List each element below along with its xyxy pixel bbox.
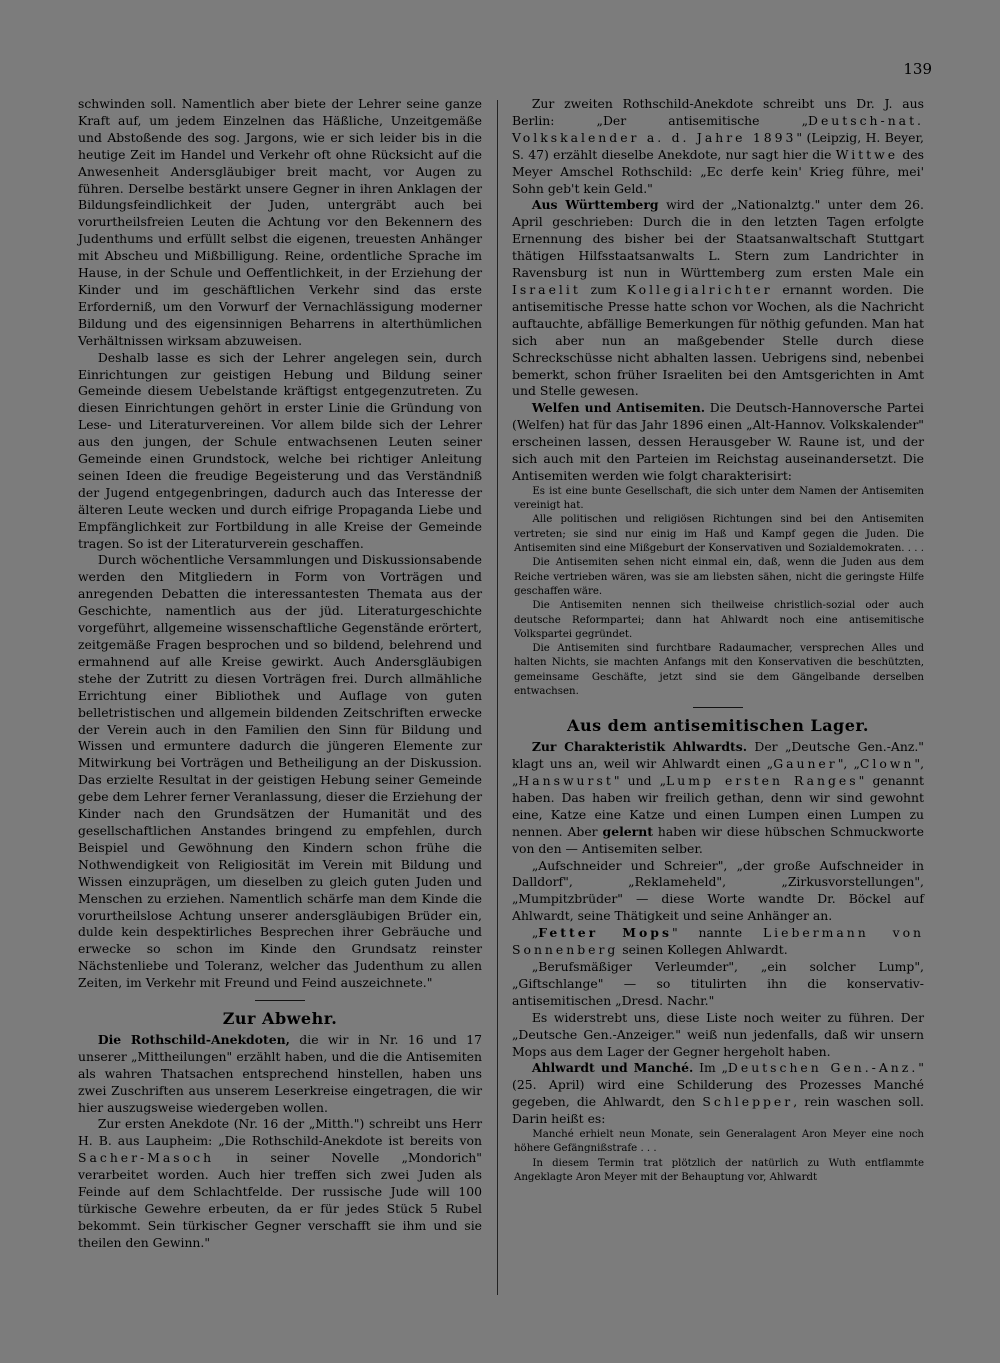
quote-paragraph: Die Antisemiten nennen sich theilweise christlich-sozial oder auch deutsche Reformpartei; dann hat Ahlwardt noch eine antisemitische Volkspartei gegründet. — [514, 600, 924, 640]
paragraph: Zur zweiten Rothschild-Anekdote schreibt uns Dr. J. aus Berlin: „Der antisemitische „Deutsch-nat. Volkskalender a. d. Jahre 1893" (Leipzig, H. Beyer, S. 47) erzählt dieselbe Anekdote, nur sagt hier die Wittwe des Meyer Amschel Rothschild: „Ec derfe kein' Krieg führe, mei' Sohn geb't kein Geld." — [512, 96, 924, 196]
section-heading: Aus dem antisemitischen Lager. — [567, 716, 869, 736]
run-in-heading: Welfen und Antisemiten. — [531, 400, 706, 416]
paragraph: Zur Charakteristik Ahlwardts. Der „Deutsche Gen.-Anz." klagt uns an, weil wir Ahlwardt einen „Gauner", „Clown", „Hanswurst" und „Lump ersten Ranges" genannt haben. Das haben wir freilich gethan, denn wir sind gewohnt eine, Katze eine Katze und einen Lumpen einen Lumpen zu nennen. Aber gelernt haben wir diese hübschen Schmuckworte von den — Antisemiten selber. — [512, 739, 925, 856]
paragraph: schwinden soll. Namentlich aber biete der Lehrer seine ganze Kraft auf, um jedem Einzelnen das Häßliche, Unzeitgemäße und Abstoßende des sog. Jargons, wie er sich leider bis in die heutige Zeit im Handel und Verkehr oft ohne Rücksicht auf die Anwesenheit Andersgläubiger breit macht, vor Augen zu führen. Derselbe bestärkt unsere Gegner in ihren Anklagen der Bildungsfeindlichkeit der Juden, untergräbt auch bei vorurtheilsfreien Leuten die Achtung vor den Bekennern des Judenthums und erfüllt selbst die eigenen, treuesten Anhänger mit Abscheu und Mißbilligung. Reine, ordentliche Sprache im Hause, in der Schule und Oeffentlichkeit, in der Erziehung der Kinder und im geschäftlichen Verkehr sind das erste Erforderniß, um den Vorwurf der Vernachlässigung moderner Bildung und des eigensinnigen Beharrens in alterthümlichen Verhältnissen wirksam abzuweisen. — [78, 96, 482, 348]
page-number: 139 — [903, 60, 932, 78]
paragraph: Zur ersten Anekdote (Nr. 16 der „Mitth.") schreibt uns Herr H. B. aus Laupheim: „Die Rothschild-Anekdote ist bereits von Sacher-Masoch in seiner Novelle „Mondorich" verarbeitet worden. Auch hier treffen sich zwei Juden als Feinde auf dem Schlachtfelde. Der russische Jude will 100 türkische Gewehre erbeuten, da er für jedes Stück 5 Rubel bekommt. Sein türkischer Gegner verschafft sie ihm und sie theilen den Gewinn." — [78, 1116, 482, 1250]
column-divider — [497, 100, 498, 1295]
paragraph: Durch wöchentliche Versammlungen und Diskussionsabende werden den Mitgliedern in Form von Vorträgen und anregenden Debatten die interessantesten Themata aus der Geschichte, namentlich aus der jüd. Literaturgeschichte vorgeführt, allgemeine wissenschaftliche Gegenstände erörtert, zeitgemäße Fragen besprochen und so bildend, belehrend und ermahnend auf alle Kreise gewirkt. Auch Andersgläubigen stehe der Zutritt zu diesen Vorträgen frei. Durch allmähliche Errichtung einer Bibliothek und Auflage von guten belletristischen und allgemein bildenden Zeitschriften erwecke der Verein auch in den Familien den Sinn für Bildung und Wissen und ermuntere dadurch die jüngeren Elemente zur Mitwirkung bei Vorträgen und Betheiligung an der Diskussion. Das erzielte Resultat in der geistigen Hebung seiner Gemeinde gebe dem Lehrer ferner Veranlassung, dieser die Erziehung der Kinder nach den Grundsätzen der Humanität und des gesellschaftlichen Anstandes bringend zu empfehlen, durch Beispiel und Gewöhnung den Kindern schon frühe die Nothwendigkeit von Religiosität im Verein mit Bildung und Wissen einzuprägen, um dieselben zu gleich guten Juden und Menschen zu erziehen. Namentlich schärfe man dem Kinde die vorurtheilslose Achtung unserer andersgläubigen Brüder ein, dulde kein despektirliches Besprechen ihrer Gebräuche und erwecke so schon im Kinde den Grundsatz reinster Nächstenliebe und Toleranz, welcher das Judenthum zu allen Zeiten, im Verkehr mit Freund und Feind auszeichnete." — [78, 552, 482, 991]
run-in-heading: Die Rothschild-Anekdoten, — [97, 1031, 290, 1047]
quote-paragraph: Manché erhielt neun Monate, sein Generalagent Aron Meyer eine noch höhere Gefängnißstrafe . . . — [514, 1129, 924, 1155]
paragraph: „Berufsmäßiger Verleumder", „ein solcher Lump", „Giftschlange" — so titulirten ihn die konservativ-antisemitischen „Dresd. Nachr." — [512, 958, 924, 1008]
block-quote — [514, 1128, 924, 1185]
paragraph: Deshalb lasse es sich der Lehrer angelegen sein, durch Einrichtungen zur geistigen Hebung und Bildung seiner Gemeinde diesem Uebelstande kräftigst entgegenzutreten. Zu diesen Einrichtungen gehört in erster Linie die Gründung von Lese- und Literaturvereinen. Vor allem bilde sich der Lehrer aus den jungen, der Schule entwachsenen Leuten seiner Gemeinde einen Grundstock, welche bei richtiger Anleitung seinen Ideen die freudige Begeisterung und das Verständniß der Jugend entgegenbringen, dadurch auch das Interesse der älteren Leute wecken und durch eifrige Propaganda Liebe und Empfänglichkeit zur Fortbildung in alle Kreise der Gemeinde tragen. So ist der Literaturverein geschaffen. — [78, 349, 482, 551]
block-quote — [514, 485, 924, 699]
spaced-word: Wittwe — [835, 146, 899, 162]
paragraph: Die Rothschild-Anekdoten, die wir in Nr. 16 und 17 unserer „Mittheilungen" erzählt haben, und die die Antisemiten als wahren Thatsachen entsprechend hinstellen, haben uns zwei Zuschriften aus unserem Leserkreise eingetragen, die wir hier auszugsweise wiedergeben wollen. — [78, 1031, 483, 1115]
quote-paragraph: Die Antisemiten sind furchtbare Radaumacher, versprechen Alles und halten Nichts, sie machten Anfangs mit den Konservativen die beschützten, gemeinsame Geschäfte, jetzt sind sie dem Gängelbande derselben entwachsen. — [514, 643, 924, 697]
left-column — [78, 96, 482, 1252]
section-heading: Zur Abwehr. — [222, 1009, 338, 1029]
paragraph: „Fetter Mops" nannte Liebermann von Sonnenberg seinen Kollegen Ahlwardt. — [512, 925, 925, 958]
spaced-name: Sacher-Masoch — [78, 1150, 215, 1166]
spaced-title: Deutsch-nat. Volkskalender a. d. Jahre 1893 — [512, 112, 924, 145]
run-in-heading: Aus Württemberg — [531, 197, 659, 213]
section-separator — [255, 1000, 305, 1001]
quote-paragraph: Alle politischen und religiösen Richtungen sind bei den Antisemiten vertreten; sie sind nur einig im Haß und Kampf gegen die Juden. Die Antisemiten sind eine Mißgeburt der Konservativen und Sozialdemokraten. . . . — [514, 514, 924, 555]
quote-paragraph: Die Antisemiten sehen nicht einmal ein, daß, wenn die Juden aus dem Reiche vertrieben wären, was sie am liebsten sähen, nicht die geringste Hilfe geschaffen wäre. — [514, 557, 924, 597]
section-separator — [693, 707, 743, 708]
quote-paragraph: Es ist eine bunte Gesellschaft, die sich unter dem Namen der Antisemiten vereinigt hat. — [514, 485, 924, 512]
run-in-heading: Zur Charakteristik Ahlwardts. — [531, 739, 748, 755]
run-in-heading: Ahlwardt und Manché. — [531, 1060, 694, 1076]
paragraph: Aus Württemberg wird der „Nationalztg." unter dem 26. April geschrieben: Durch die in den letzten Tagen erfolgte Ernennung des bisher bei der Staatsanwaltschaft Stuttgart thätigen Hilfsstaatsanwalts L. Stern zum Landrichter in Ravensburg ist nun in Württemberg zum ersten Male ein Israelit zum Kollegialrichter ernannt worden. Die antisemitische Presse hatte schon vor Wochen, als die Nachricht auftauchte, abfällige Bemerkungen für nöthig gefunden. Man hat sich aber nun an maßgebender Stelle durch diese Schreckschüsse nicht abhalten lassen. Uebrigens sind, nebenbei bemerkt, schon früher Israeliten bei den Amtsgerichten in Amt und Stelle gewesen. — [512, 197, 925, 399]
paragraph: Es widerstrebt uns, diese Liste noch weiter zu führen. Der „Deutsche Gen.-Anzeiger." weiß nun jedenfalls, daß wir unsern Mops aus dem Lager der Gegner hergeholt haben. — [512, 1009, 924, 1059]
paragraph: Ahlwardt und Manché. Im „Deutschen Gen.-Anz." (25. April) wird eine Schilderung des Prozesses Manché gegeben, die Ahlwardt, den Schlepper, rein waschen soll. Darin heißt es: — [512, 1060, 924, 1127]
right-column — [512, 96, 924, 1185]
paragraph: „Aufschneider und Schreier", „der große Aufschneider in Dalldorf", „Reklameheld", „Zirkusvorstellungen", „Mumpitzbrüder" — diese Worte wandte Dr. Böckel auf Ahlwardt, seine Thätigkeit und seine Anhänger an. — [512, 857, 924, 924]
quote-paragraph: In diesem Termin trat plötzlich der natürlich zu Wuth entflammte Angeklagte Aron Meyer mit der Behauptung vor, Ahlwardt — [514, 1157, 924, 1183]
paragraph: Welfen und Antisemiten. Die Deutsch-Hannoversche Partei (Welfen) hat für das Jahr 1896 einen „Alt-Hannov. Volkskalender" erscheinen lassen, dessen Herausgeber W. Raune ist, und der sich auch mit den Parteien im Reichstag auseinandersetzt. Die Antisemiten werden wie folgt charakterisirt: — [512, 400, 924, 483]
